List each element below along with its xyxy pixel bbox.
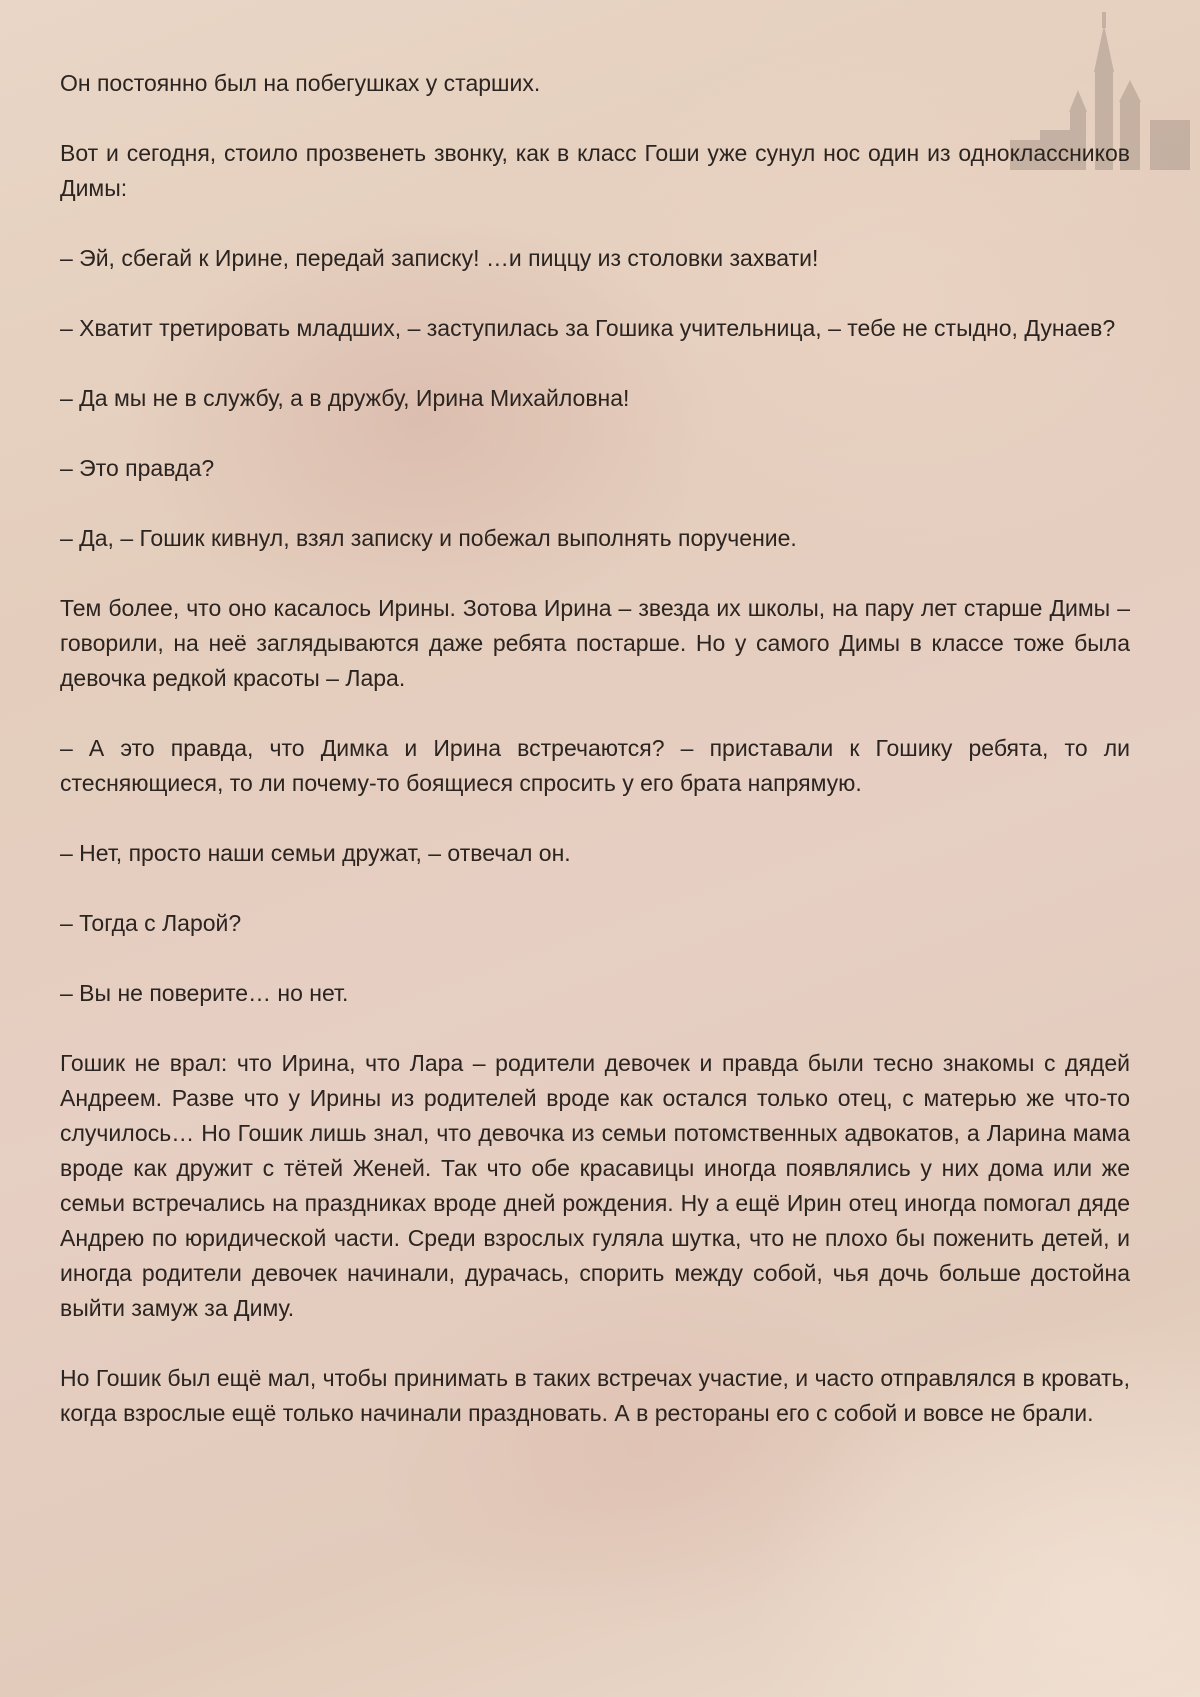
- document-body: [60, 66, 1130, 1431]
- paragraph: Он постоянно был на побегушках у старших.: [60, 70, 541, 96]
- paragraph: Тем более, что оно касалось Ирины. Зотова Ирина – звезда их школы, на пару лет старше Димы – говорили, на неё заглядываются даже ребята постарше. Но у самого Димы в классе тоже была девочка редкой красоты – Лара.: [60, 595, 1130, 691]
- paragraph: – Эй, сбегай к Ирине, передай записку! …и пиццу из столовки захвати!: [60, 245, 819, 271]
- paragraph: – Нет, просто наши семьи дружат, – отвечал он.: [60, 840, 571, 866]
- paragraph: – Это правда?: [60, 455, 215, 481]
- paragraph: – Хватит третировать младших, – заступилась за Гошика учительница, – тебе не стыдно, Дунаев?: [60, 315, 1116, 341]
- paragraph: Вот и сегодня, стоило прозвенеть звонку, как в класс Гоши уже сунул нос один из одноклассников Димы:: [60, 140, 1130, 201]
- paragraph: – А это правда, что Димка и Ирина встречаются? – приставали к Гошику ребята, то ли стесняющиеся, то ли почему-то боящиеся спросить у его брата напрямую.: [60, 735, 1130, 796]
- paragraph: – Да мы не в службу, а в дружбу, Ирина Михайловна!: [60, 385, 630, 411]
- paragraph: Но Гошик был ещё мал, чтобы принимать в таких встречах участие, и часто отправлялся в кровать, когда взрослые ещё только начинали праздновать. А в рестораны его с собой и вовсе не брали.: [60, 1365, 1130, 1426]
- paragraph: – Тогда с Ларой?: [60, 910, 242, 936]
- paragraph: Гошик не врал: что Ирина, что Лара – родители девочек и правда были тесно знакомы с дядей Андреем. Разве что у Ирины из родителей вроде как остался только отец, с матерью же что-то случилось… Но Гошик лишь знал, что девочка из семьи потомственных адвокатов, а Ларина мама вроде как дружит с тётей Женей. Так что обе красавицы иногда появлялись у них дома или же семьи встречались на праздниках вроде дней рождения. Ну а ещё Ирин отец иногда помогал дяде Андрею по юридической части. Среди взрослых гуляла шутка, что не плохо бы поженить детей, и иногда родители девочек начинали, дурачась, спорить между собой, чья дочь больше достойна выйти замуж за Диму.: [60, 1050, 1130, 1321]
- paragraph: – Вы не поверите… но нет.: [60, 980, 349, 1006]
- paragraph: – Да, – Гошик кивнул, взял записку и побежал выполнять поручение.: [60, 525, 797, 551]
